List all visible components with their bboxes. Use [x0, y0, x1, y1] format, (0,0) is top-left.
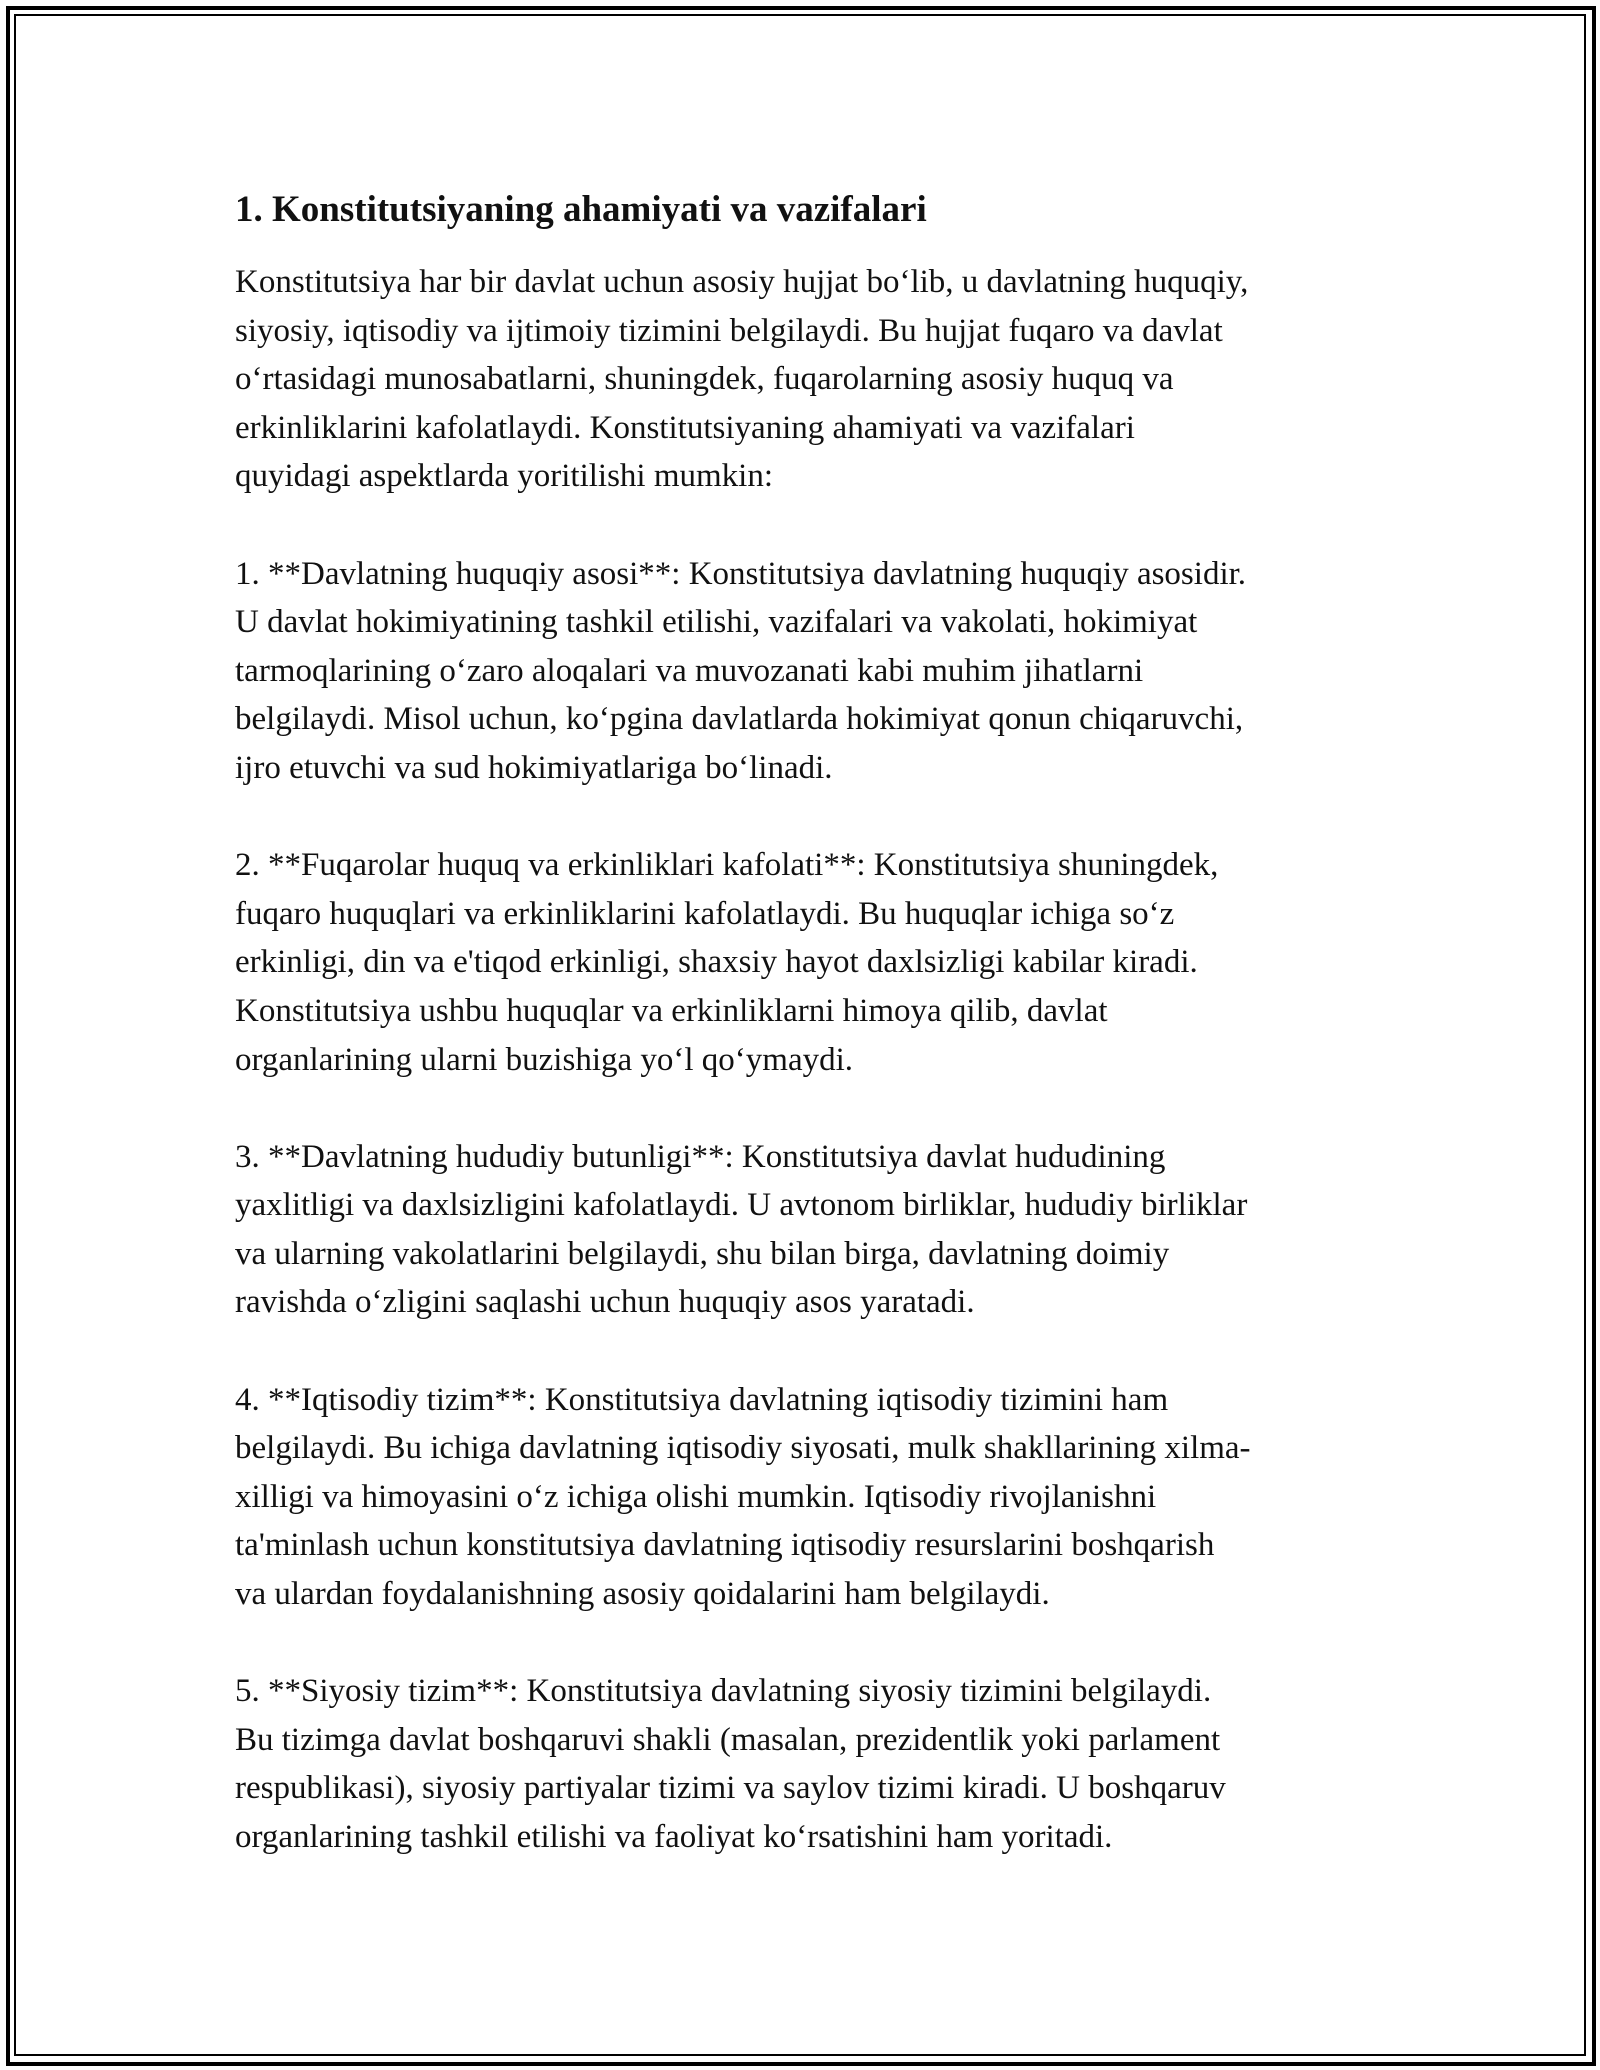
- text-line: quyidagi aspektlarda yoritilishi mumkin:: [235, 458, 774, 495]
- text-line: 1. **Davlatning huquqiy asosi**: Konstitutsiya davlatning huquqiy asosidir.: [235, 555, 1247, 592]
- list-item-economic-system: [235, 1376, 1375, 1619]
- text-line: tarmoqlarining o‘zaro aloqalari va muvozanati kabi muhim jihatlarni: [235, 652, 1144, 689]
- text-line: ijro etuvchi va sud hokimiyatlariga bo‘linadi.: [235, 749, 833, 786]
- text-line: fuqaro huquqlari va erkinliklarini kafolatlaydi. Bu huquqlar ichiga so‘z: [235, 895, 1175, 932]
- text-line: U davlat hokimiyatining tashkil etilishi, vazifalari va vakolati, hokimiyat: [235, 604, 1198, 641]
- text-line: Konstitutsiya har bir davlat uchun asosiy hujjat bo‘lib, u davlatning huquqiy,: [235, 264, 1249, 300]
- text-line: respublikasi), siyosiy partiyalar tizimi va saylov tizimi kiradi. U boshqaruv: [235, 1770, 1226, 1807]
- text-line: 3. **Davlatning hududiy butunligi**: Konstitutsiya davlat hududining: [235, 1138, 1166, 1175]
- text-line: organlarining tashkil etilishi va faoliyat ko‘rsatishini ham yoritadi.: [235, 1819, 1113, 1855]
- text-line: Konstitutsiya ushbu huquqlar va erkinliklarni himoya qilib, davlat: [235, 992, 1108, 1029]
- text-line: o‘rtasidagi munosabatlarni, shuningdek, fuqarolarning asosiy huquq va: [235, 361, 1174, 398]
- list-item-political-system: [235, 1667, 1375, 1861]
- text-line: Bu tizimga davlat boshqaruvi shakli (masalan, prezidentlik yoki parlament: [235, 1721, 1221, 1758]
- text-line: 4. **Iqtisodiy tizim**: Konstitutsiya davlatning iqtisodiy tizimini ham: [235, 1381, 1169, 1418]
- text-line: belgilaydi. Misol uchun, ko‘pgina davlatlarda hokimiyat qonun chiqaruvchi,: [235, 701, 1244, 738]
- text-line: va ulardan foydalanishning asosiy qoidalarini ham belgilaydi.: [235, 1576, 1050, 1613]
- text-line: 2. **Fuqarolar huquq va erkinliklari kafolati**: Konstitutsiya shuningdek,: [235, 847, 1219, 884]
- text-line: siyosiy, iqtisodiy va ijtimoiy tizimini belgilaydi. Bu hujjat fuqaro va davlat: [235, 312, 1223, 349]
- list-item-legal-basis: [235, 550, 1375, 793]
- intro-paragraph: [235, 258, 1375, 501]
- text-line: xilligi va himoyasini o‘z ichiga olishi mumkin. Iqtisodiy rivojlanishni: [235, 1478, 1157, 1515]
- list-item-territorial-integrity: [235, 1133, 1375, 1327]
- document-title: 1. Konstitutsiyaning ahamiyati va vazifalari: [235, 189, 927, 230]
- text-line: va ularning vakolatlarini belgilaydi, shu bilan birga, davlatning doimiy: [235, 1235, 1170, 1272]
- text-line: ta'minlash uchun konstitutsiya davlatning iqtisodiy resurslarini boshqarish: [235, 1527, 1215, 1564]
- list-item-citizen-rights: [235, 841, 1375, 1084]
- text-line: belgilaydi. Bu ichiga davlatning iqtisodiy siyosati, mulk shakllarining xilma-: [235, 1430, 1251, 1467]
- text-line: yaxlitligi va daxlsizligini kafolatlaydi. U avtonom birliklar, hududiy birliklar: [235, 1187, 1248, 1224]
- text-line: ravishda o‘zligini saqlashi uchun huquqiy asos yaratadi.: [235, 1284, 975, 1321]
- text-line: erkinliklarini kafolatlaydi. Konstitutsiyaning ahamiyati va vazifalari: [235, 409, 1135, 446]
- document-body: [235, 186, 1375, 1910]
- text-line: organlarining ularni buzishiga yo‘l qo‘ymaydi.: [235, 1041, 854, 1078]
- text-line: erkinligi, din va e'tiqod erkinligi, shaxsiy hayot daxlsizligi kabilar kiradi.: [235, 944, 1198, 981]
- text-line: 5. **Siyosiy tizim**: Konstitutsiya davlatning siyosiy tizimini belgilaydi.: [235, 1673, 1212, 1710]
